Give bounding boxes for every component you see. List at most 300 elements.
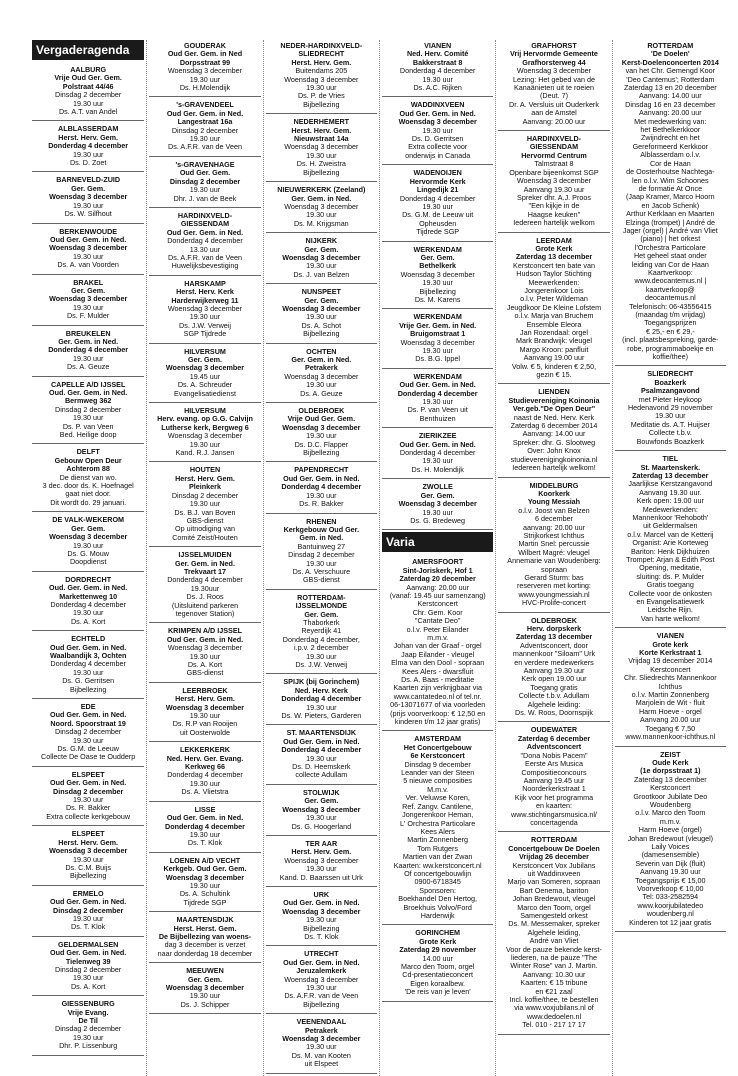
entry-detail-line: Woensdag 3 december	[516, 176, 592, 186]
listing-entry	[32, 64, 144, 121]
entry-title-line: Woensdag 3 december	[398, 499, 477, 509]
entry-title-line: Woensdag 3 december	[282, 1034, 361, 1044]
entry-title-line: Koorkerk	[538, 488, 570, 498]
entry-title-line: Woensdag 3 december	[49, 532, 128, 542]
entry-detail-line: Hudson Taylor Stichting	[516, 269, 592, 279]
entry-detail-line: "Een kijkje in de	[528, 201, 580, 211]
entry-title-line: Donderdag 4 december	[48, 141, 129, 151]
entry-detail-line: 'De reis van je leven'	[404, 987, 471, 997]
entry-title-line: Woensdag 3 december	[282, 252, 361, 262]
entry-detail-line: (incl. plaatsbespreking, garde-	[622, 335, 719, 345]
entry-detail-line: 19.30 uur	[422, 346, 453, 355]
entry-detail-line: sopraan	[541, 564, 567, 574]
entry-detail-line: 19.30 uur	[72, 413, 104, 423]
entry-detail-line: Doopdienst	[69, 557, 107, 567]
entry-detail-line: Ds. P. van Veen	[62, 421, 114, 431]
entry-detail-line: Incl. koffie/thee, te bestellen	[509, 995, 599, 1005]
entry-title-line: ECHTELD	[71, 634, 106, 644]
entry-detail-line: Organist: Arie Korteweg	[632, 538, 709, 548]
entry-detail-line: de formatie At Once	[638, 183, 703, 193]
entry-title-line: 's-GRAVENHAGE	[175, 159, 235, 169]
entry-title-line: LOENEN A/D VECHT	[169, 855, 241, 865]
entry-detail-line: Bijbellezing	[69, 871, 107, 881]
entry-title-line: Woensdag 3 december	[49, 846, 128, 856]
entry-detail-line: 19.30 uur	[306, 261, 337, 271]
entry-detail-line: Over: John Knox	[527, 446, 581, 456]
entry-title-line: 6e Kerstconcert	[410, 751, 465, 761]
entry-detail-line: Kerstconcert Vox Jubilans	[512, 860, 596, 870]
entry-detail-line: (piano) | het orkest	[640, 234, 701, 244]
entry-title-line: Vrije Ger. Gem. in Ned.	[399, 320, 477, 330]
listing-entry	[266, 464, 377, 513]
listing-entry	[32, 446, 144, 512]
entry-detail-line: Volw. € 5, kinderen € 2,50,	[511, 361, 597, 371]
entry-title-line: Pleinkerk	[189, 482, 221, 492]
entry-detail-line: Opheusden	[419, 218, 457, 228]
entry-title-line: BERKENWOUDE	[59, 226, 118, 236]
entry-detail-line: 19.30 uur	[422, 397, 453, 407]
entry-detail-line: Dit wordt do. 29 januari.	[50, 497, 127, 507]
entry-title-line: GIESSENBURG	[61, 999, 115, 1009]
entry-detail-line: 19.30 uur	[189, 880, 221, 890]
entry-detail-line: Kinderen tot 12 jaar gratis	[629, 917, 712, 927]
entry-detail-line: 19.30 uur	[189, 499, 221, 509]
entry-detail-line: Ds. A. Schultink	[179, 889, 231, 899]
listing-entry	[498, 386, 609, 477]
entry-detail-line: Spreker: dhr. G. Slootweg	[512, 437, 596, 447]
entry-detail-line: van het Chr. Gemengd Koor	[625, 66, 716, 76]
entry-title-line: Herv. dorpskerk	[526, 624, 582, 633]
entry-detail-line: collecte Adullam	[295, 770, 348, 780]
entry-detail-line: Kand. R.J. Jansen	[175, 448, 235, 458]
entry-detail-line: Dr. A. Versluis uit Ouderkerk	[509, 99, 599, 109]
entry-detail-line: onderwijs in Canada	[405, 150, 471, 160]
listing-entry	[382, 311, 493, 368]
entry-detail-line: Donderdag 4 december	[399, 193, 476, 203]
entry-detail-line: Bed. Heilige doop	[59, 430, 117, 440]
entry-detail-line: 19.30 uur	[72, 200, 104, 210]
entry-detail-line: Marjo van Someren, sopraan	[507, 877, 601, 887]
entry-title-line: HARSKAMP	[184, 278, 226, 288]
entry-title-line: DELFT	[76, 447, 100, 457]
entry-detail-line: (Deut. 7)	[540, 91, 568, 101]
entry-detail-line: € 25,- en € 29,-	[645, 326, 695, 336]
entry-title-line: Woensdag 3 december	[49, 243, 128, 253]
entry-title-line: Oud Ger. Gem. in Ned.	[399, 439, 476, 449]
entry-detail-line: o.l.v. Joost van Belzen	[518, 505, 590, 515]
entry-detail-line: Dinsdag 2 december	[55, 404, 122, 414]
entry-title-line: ST. MAARTENSDIJK	[286, 728, 357, 738]
entry-title-line: Vrije Oud Ger. Gem.	[287, 414, 356, 424]
entry-title-line: Waalbandijk 3, Ochten	[49, 650, 127, 660]
listing-entry	[615, 40, 726, 366]
entry-detail-line: Bart Oenema, bariton	[519, 885, 589, 895]
entry-detail-line: 19.30 uur	[72, 149, 104, 159]
entry-title-line: Woensdag 3 december	[282, 906, 361, 916]
entry-detail-line: mannenkoor "Siloam" Urk	[512, 649, 596, 659]
listing-entry	[498, 480, 609, 613]
entry-title-line: BARNEVELD-ZUID	[56, 175, 121, 185]
entry-title-line: Oud Ger. Gem. in Ned.	[283, 957, 360, 967]
entry-title-line: Bethelkerk	[419, 261, 457, 271]
entry-detail-line: Iedereen hartelijk welkom	[513, 218, 595, 228]
entry-detail-line: 19.30 uur	[422, 201, 453, 211]
entry-detail-line: Aanvang 19.45 uur	[523, 775, 585, 785]
entry-title-line: Bruigomstraat 1	[410, 329, 466, 339]
entry-detail-line: Ds. W. Silfhout	[64, 209, 112, 219]
entry-title-line: Woensdag 3 december	[165, 702, 245, 712]
entry-detail-line: Het geheel staat onder	[633, 251, 707, 261]
entry-title-line: AMSTERDAM	[414, 734, 462, 744]
entry-detail-line: 19.30 uur	[72, 1032, 104, 1042]
entry-title-line: Ger. Gem.	[71, 183, 106, 193]
entry-detail-line: o.l.v. Martin Zonnenberg	[631, 690, 710, 700]
entry-title-line: Gem. in Ned.	[299, 533, 344, 543]
listing-entry	[266, 286, 377, 343]
entry-detail-line: Jongerenkoor Heman,	[402, 810, 474, 820]
entry-title-line: NIJKERK	[305, 236, 338, 246]
entry-detail-line: 19.30 uur	[72, 795, 104, 805]
entry-detail-line: Voorverkoop € 10,00	[637, 884, 704, 893]
entry-detail-line: Collecte De Oase te Oudderp	[41, 752, 136, 762]
column	[612, 40, 728, 1076]
entry-title-line: Donderdag 4 december	[281, 745, 362, 755]
entry-detail-line: de Oosterhoutse Nachtega-	[626, 167, 715, 177]
entry-detail-line: Ds. T. Klok	[187, 838, 223, 848]
entry-detail-line: Laily Voices	[651, 841, 690, 851]
entry-detail-line: www.deocantemus.nl |	[634, 276, 707, 286]
entry-detail-line: Marjolein de Wit - fluit	[635, 698, 705, 708]
entry-title-line: Ger. Gem.	[188, 355, 222, 364]
entry-title-line: Herst. Herv. Gem.	[291, 847, 352, 857]
entry-detail-line: www.youngmessiah.nl	[518, 589, 590, 599]
entry-title-line: NIEUWERKERK (Zeeland)	[277, 185, 366, 195]
entry-title-line: Ger. Gem.	[420, 490, 455, 500]
listing-entry	[32, 226, 144, 275]
listing-entry	[382, 40, 493, 97]
entry-detail-line: Ds. D. Gerritsen	[411, 134, 464, 144]
entry-detail-line: Ds. D. Heemskerk	[292, 762, 351, 772]
entry-title-line: Woensdag 3 december	[282, 804, 361, 814]
entry-detail-line: 19.30 uur	[72, 251, 104, 261]
entry-detail-line: HVC-Prolife-concert	[522, 598, 586, 608]
entry-detail-line: Broekhuis Volvo/Ford	[403, 902, 472, 912]
listing-entry	[382, 99, 493, 165]
entry-title-line: Psalmzangavond	[640, 386, 700, 396]
entry-title-line: Het Concertgebouw	[403, 742, 472, 752]
entry-title-line: Ger. Gem.	[188, 974, 222, 984]
entry-detail-line: Gratis toegang	[646, 580, 694, 590]
entry-detail-line: Ds. R. Bakker	[299, 499, 344, 509]
listing-entry	[498, 724, 609, 832]
listing-entry	[149, 40, 260, 97]
listing-entry	[32, 514, 144, 571]
entry-title-line: Donderdag 4 december	[281, 694, 362, 704]
entry-title-line: TIEL	[662, 454, 679, 464]
entry-detail-line: Jaarlijkse Kerstzangavond	[628, 479, 713, 489]
entry-detail-line: www.mannenkoor-ichthus.nl	[625, 732, 716, 742]
entry-detail-line: Kerk open 19.00 uur	[521, 674, 587, 684]
entry-detail-line: 19.30 uur	[72, 608, 104, 618]
entry-detail-line: Buitendams 205	[295, 66, 348, 76]
entry-detail-line: Donderdag 4 december	[167, 770, 243, 780]
entry-detail-line: o.l.v. Marcel van de Ketterij	[627, 529, 714, 539]
listing-entry	[149, 855, 260, 912]
entry-detail-line: Ds. A. Schot	[301, 320, 342, 330]
entry-detail-line: Arthur Kerklaan en Maarten	[626, 209, 715, 219]
entry-title-line: De Bijbellezing van woens-	[158, 931, 252, 941]
entry-detail-line: Trompet: Arjan & Edith Post	[626, 554, 715, 564]
listing-entry	[32, 328, 144, 377]
entry-detail-line: Ds. A.F.R. van de Veen	[168, 252, 242, 262]
listing-entry	[382, 556, 493, 731]
entry-detail-line: Evangelisatiedienst	[174, 388, 236, 398]
entry-detail-line: 19.30 uur	[306, 651, 337, 661]
entry-detail-line: Annemarie van Woudenberg:	[507, 556, 601, 566]
entry-detail-line: Bouwfonds Boazkerk	[636, 436, 705, 446]
entry-detail-line: Tel. 010 - 217 17 17	[522, 1020, 586, 1030]
entry-detail-line: en €21 zaal	[535, 986, 573, 996]
entry-title-line: Oud Ger. Gem. in Ned.	[166, 227, 244, 237]
entry-title-line: Oud Ger. Gem. in Ned.	[283, 736, 360, 746]
entry-detail-line: Margo Kroon: panfluit	[519, 344, 589, 354]
entry-title-line: Lingedijk 21	[416, 185, 459, 195]
entry-title-line: Lutherse kerk, Bergweg 6	[161, 422, 249, 432]
entry-detail-line: Aanvang: 20.00 uur	[638, 108, 702, 118]
entry-detail-line: 19.30 uur	[189, 778, 221, 788]
entry-detail-line: Adventsconcert, door	[520, 640, 588, 650]
entry-detail-line: Marco den Toom, orgel	[517, 902, 591, 912]
entry-detail-line: Harderwijk	[420, 910, 455, 920]
entry-title-line: Achterom 88	[66, 464, 110, 474]
entry-detail-line: Kijk voor het programma	[514, 792, 594, 802]
entry-title-line: Oud. Ger. Gem. in Ned.	[49, 583, 128, 593]
listing-entry	[149, 965, 260, 1014]
entry-detail-line: 19.30 uur	[306, 813, 337, 823]
listing-entry	[266, 235, 377, 284]
entry-detail-line: L' Orchestra Particolare	[400, 818, 476, 828]
entry-detail-line: en Evangelisatiewerk	[636, 597, 705, 606]
entry-detail-line: Ds. F. Mulder	[66, 311, 110, 321]
entry-detail-line: gaat niet door.	[65, 489, 111, 499]
entry-title-line: DORDRECHT	[65, 574, 112, 584]
entry-title-line: VEENENDAAL	[296, 1017, 347, 1027]
entry-detail-line: Aanvang: 20.00 uur	[522, 116, 586, 126]
entry-detail-line: o.l.v. Marco den Toom	[635, 808, 706, 818]
entry-detail-line: (vanaf: 19.45 uur samenzang)	[389, 590, 486, 600]
listing-entry	[266, 889, 377, 946]
entry-detail-line: 19.30 uur	[422, 125, 453, 135]
listing-entry	[266, 405, 377, 462]
entry-detail-line: Ds. A. Kort	[70, 981, 106, 991]
listing-entry	[498, 133, 609, 232]
entry-title-line: Hervormde Kerk	[409, 176, 466, 186]
entry-detail-line: m.m.v.	[427, 632, 449, 642]
entry-detail-line: 19.30 uur	[306, 983, 337, 992]
listing-entry	[32, 277, 144, 326]
entry-detail-line: Ds. A. Baas - meditatie	[401, 675, 475, 684]
listing-entry	[32, 174, 144, 223]
listing-entry	[32, 574, 144, 631]
entry-title-line: HILVERSUM	[184, 346, 226, 356]
entry-detail-line: leiding van Cor de Haan	[631, 259, 709, 269]
entry-detail-line: Ds. M. Krijgsman	[293, 218, 349, 228]
entry-title-line: TER AAR	[305, 838, 338, 848]
entry-detail-line: Collecte t.b.v.	[648, 428, 692, 438]
entry-title-line: Ned. Herv. Kerk	[294, 685, 348, 695]
entry-detail-line: Haagse keuken"	[527, 209, 581, 219]
column	[495, 40, 611, 1076]
entry-title-line: Woensdag 3 december	[398, 117, 477, 127]
entry-detail-line: Marco den Toom, orgel	[400, 962, 475, 971]
listing-entry	[382, 371, 493, 428]
listing-entry	[149, 99, 260, 156]
listing-entry	[149, 405, 260, 462]
listing-entry	[32, 888, 144, 937]
entry-detail-line: 19.30 uur	[72, 735, 104, 745]
entry-title-line: St. Maartenskerk.	[640, 462, 701, 472]
listing-entry	[266, 1016, 377, 1073]
entry-detail-line: Kees Alers - dwarsfluit	[402, 666, 474, 676]
entry-detail-line: Aanvang 19.30 uur	[523, 666, 585, 676]
entry-title-line: Zaterdag 20 december	[399, 574, 476, 584]
entry-title-line: Kerkgeb. Oud Ger. Gem.	[163, 864, 247, 874]
entry-title-line: WADENOIJEN	[413, 168, 462, 178]
entry-detail-line: 14.00 uur	[422, 953, 453, 963]
entry-title-line: Grafhorsterweg 44	[522, 57, 586, 67]
entry-title-line: Zaterdag 29 november	[399, 945, 477, 955]
entry-title-line: Bermweg 362	[64, 396, 112, 406]
entry-detail-line: 13.30 uur	[189, 244, 221, 254]
entry-title-line: 'De Doelen'	[651, 49, 690, 59]
entry-detail-line: 19.30 uur	[189, 439, 221, 449]
entry-detail-line: via www.voxjubilans.nl of	[514, 1003, 594, 1013]
entry-detail-line: Spreker dhr. A.J. Proos	[517, 192, 591, 202]
entry-title-line: Grote Kerk	[535, 243, 573, 253]
entry-title-line: ALBLASSERDAM	[58, 124, 119, 134]
entry-title-line: Sint-Joriskerk, Hof 1	[402, 565, 473, 575]
entry-detail-line: Algehele leiding,	[527, 927, 581, 937]
entry-detail-line: Dinsdag 2 december	[288, 550, 355, 560]
entry-title-line: (1e dorpsstraat 1)	[640, 766, 701, 776]
entry-detail-line: 19.30uur	[190, 583, 220, 593]
listing-entry	[266, 40, 377, 114]
entry-detail-line: Jan Rozendaal: orgel	[520, 328, 588, 337]
entry-detail-line: len o.l.v. Wim Schoones	[632, 175, 709, 185]
entry-detail-line: (Uitsluitend parkeren	[171, 600, 239, 610]
entry-title-line: Oud. Ger. Gem. in Ned.	[49, 388, 128, 397]
entry-detail-line: Opening, meditatie,	[639, 563, 702, 573]
entry-detail-line: Bijbellezing	[419, 286, 456, 296]
entry-title-line: Oud Ger. Gem. in Ned.	[166, 634, 244, 644]
entry-detail-line: Ds. J. van Belzen	[293, 269, 350, 279]
entry-detail-line: Dinsdag 2 december	[55, 964, 122, 974]
entry-detail-line: Donderdag 4 december	[167, 575, 243, 585]
entry-detail-line: Jager (orgel) | André van Vliet	[622, 225, 718, 235]
entry-title-line: Hervormd Centrum	[521, 150, 587, 160]
entry-title-line: Oude Kerk	[652, 757, 689, 767]
entry-detail-line: "Dona Nobis Pacem"	[520, 750, 588, 760]
listing-entry	[382, 244, 493, 310]
entry-detail-line: Severin van Dijk (fluit)	[635, 858, 706, 868]
entry-title-line: Ger. Gem.	[304, 295, 339, 305]
entry-detail-line: Aanvang 19.00 uur	[523, 353, 585, 363]
listing-entry	[382, 733, 493, 925]
entry-title-line: Oud Ger. Gem. in Ned.	[50, 897, 127, 907]
entry-detail-line: Winter Rose" van J. Martin.	[510, 961, 598, 971]
entry-detail-line: GBS-dienst	[186, 515, 224, 525]
entry-title-line: Dorpsstraat 99	[179, 57, 231, 67]
entry-title-line: Ger. Gem.	[304, 244, 339, 254]
entry-detail-line: Ds. G. Gerritsen	[62, 676, 115, 686]
entry-detail-line: reserveren met korting:	[517, 581, 591, 591]
entry-detail-line: Sponsoren:	[419, 885, 457, 895]
entry-title-line: Herv. evang. op G.G. Calvijn	[157, 414, 253, 424]
entry-title-line: Noord. Spoorstraat 19	[50, 718, 126, 728]
entry-title-line: Oud Ger. Gem. in Ned.	[283, 473, 360, 483]
entry-title-line: VIANEN	[656, 631, 684, 641]
entry-detail-line: Mark Brandwijk: vleugel	[516, 336, 592, 346]
entry-detail-line: Woensdag 3 december	[167, 643, 243, 653]
listing-entry	[149, 804, 260, 853]
entry-title-line: Woensdag 3 december	[49, 294, 128, 304]
entry-detail-line: 19.30 uur	[72, 98, 104, 108]
entry-detail-line: Woensdag 3 december	[400, 337, 475, 347]
entry-title-line: HARDINXVELD-	[526, 134, 582, 144]
entry-detail-line: 19.30 uur	[189, 134, 221, 144]
entry-title-line: Ver.geb."De Open Deur"	[512, 404, 596, 414]
entry-title-line: BRAKEL	[73, 277, 104, 287]
entry-detail-line: Ds. M. Messemaker, spreker	[508, 919, 600, 929]
entry-detail-line: Dinsdag 2 december	[55, 727, 122, 737]
entry-detail-line: Woensdag 3 december	[284, 201, 359, 211]
entry-title-line: Boazkerk	[654, 377, 687, 387]
listing-entry	[382, 927, 493, 1001]
entry-title-line: Studievereniging Koinonia	[508, 395, 600, 405]
entry-detail-line: Kaarten: ww.kerstconcert.nl	[393, 860, 482, 870]
entry-detail-line: Leander van der Steen	[401, 768, 475, 778]
entry-title-line: Oud Ger. Gem. in Ned.	[166, 108, 244, 118]
entry-detail-line: aanvang: 20.00 uur	[523, 522, 585, 532]
entry-title-line: GOUDERAK	[184, 41, 226, 50]
entry-title-line: GRAFHORST	[531, 41, 577, 50]
entry-detail-line: 06-13071677 of via voorleden	[390, 700, 486, 710]
entry-detail-line: Ds. W. Pieters, Garderen	[281, 711, 362, 721]
listing-entry	[32, 998, 144, 1055]
entry-detail-line: Ds. T. Klok	[71, 922, 106, 932]
entry-detail-line: Woensdag 3 december	[167, 66, 243, 76]
entry-detail-line: Woensdag 3 december	[284, 142, 359, 152]
listing-entry	[32, 633, 144, 699]
entry-detail-line: Ds. H.Molendijk	[179, 83, 231, 93]
entry-detail-line: Woudenberg	[649, 799, 691, 809]
entry-title-line: ZIERIKZEE	[418, 431, 457, 441]
entry-title-line: Oud Ger. Gem. in Ned.	[50, 642, 127, 652]
entry-title-line: Langestraat 16a	[177, 117, 233, 127]
entry-detail-line: Woensdag 3 december	[400, 269, 475, 279]
entry-title-line: Petrakerk	[304, 363, 338, 373]
entry-title-line: MEEUWEN	[186, 966, 224, 976]
entry-detail-line: Donderdag 4 december	[399, 448, 476, 458]
entry-detail-line: tegenover Station)	[175, 608, 235, 618]
entry-title-line: Herst. Herv. Gem.	[58, 132, 119, 142]
entry-detail-line: Ensemble Eleora	[526, 319, 582, 329]
entry-title-line: Zaterdag 6 december	[517, 733, 591, 743]
entry-detail-line: i.p.v. 2 december	[294, 643, 349, 653]
entry-detail-line: m.m.v.	[659, 816, 681, 826]
entry-title-line: GELDERMALSEN	[58, 939, 119, 949]
entry-detail-line: Ds. A. Vlietstra	[181, 787, 229, 797]
